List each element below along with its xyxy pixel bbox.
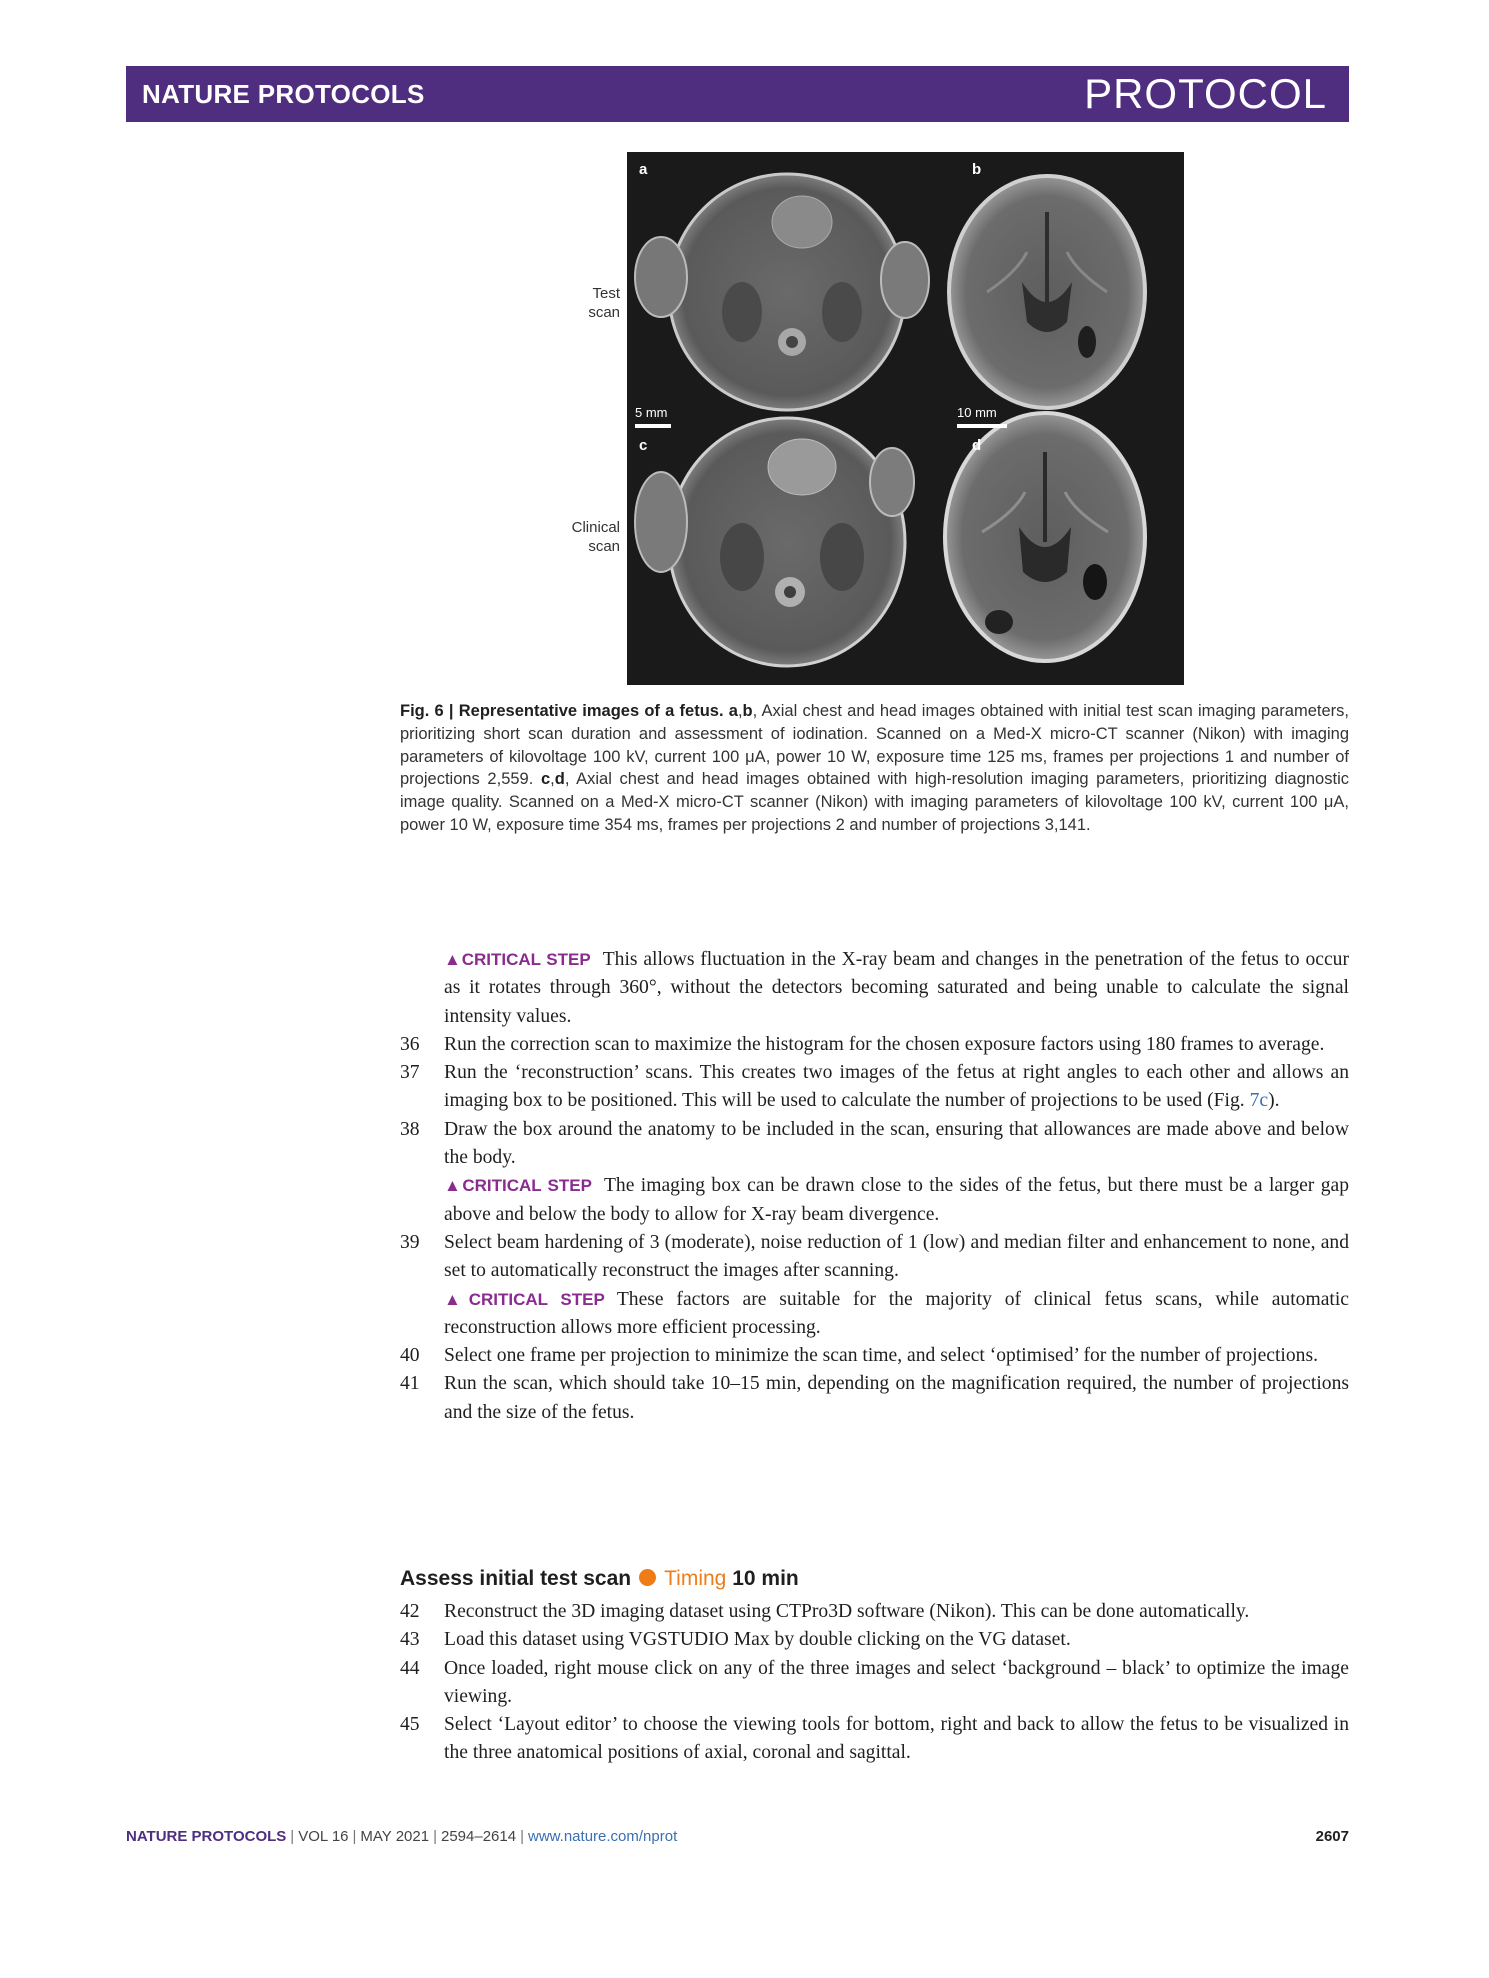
caption-panel-d: d — [554, 770, 565, 789]
footer-citation: NATURE PROTOCOLS | VOL 16 | MAY 2021 | 2594–2614 | www.nature.com/nprot — [126, 1828, 678, 1845]
panel-b-head — [949, 176, 1145, 408]
caption-text-cd: , Axial chest and head images obtained with high-resolution imaging parameters, prioritizing diagnostic image quality. Scanned on a Med-X micro-CT scanner (Nikon) with imaging parameters of kilovoltage 100 kV, current 100 μA, power 10 W, exposure time 354 ms, frames per projections 2 and number of projections 3,141. — [400, 770, 1349, 834]
row-label-clinical — [500, 518, 620, 556]
critical-step-text: The imaging box can be drawn close to the sides of the fetus, but there must be a larger gap above and below the body to allow for X-ray beam divergence. — [444, 1175, 1349, 1225]
caption-figlabel: Fig. 6 | Representative images of a fetus. — [400, 702, 724, 720]
step-42 — [400, 1598, 1349, 1626]
journal-header-bar — [126, 66, 1349, 122]
step-text: Run the scan, which should take 10–15 min, depending on the magnification required, the number of projections and the size of the fetus. — [444, 1373, 1349, 1423]
step-number: 37 — [400, 1062, 420, 1084]
ct-panels-svg — [627, 152, 1184, 685]
step-text: Reconstruct the 3D imaging dataset using CTPro3D software (Nikon). This can be done automatically. — [444, 1601, 1250, 1622]
scalebar-10mm — [957, 424, 1007, 428]
timing-dot-icon — [639, 1569, 656, 1586]
step-40 — [400, 1342, 1349, 1370]
step-text: Select one frame per projection to minimize the scan time, and select ‘optimised’ for the number of projections. — [444, 1345, 1318, 1367]
step-text: Once loaded, right mouse click on any of the three images and select ‘background – black’ to optimize the image viewing. — [444, 1657, 1349, 1707]
page-footer — [126, 1828, 1349, 1845]
footer-date: MAY 2021 — [360, 1828, 430, 1845]
critical-step-label: ▲CRITICAL STEP — [444, 1176, 592, 1196]
footer-url-link[interactable]: www.nature.com/nprot — [528, 1828, 678, 1845]
step-text-end: ). — [1268, 1090, 1280, 1112]
step-text: Load this dataset using VGSTUDIO Max by double clicking on the VG dataset. — [444, 1629, 1071, 1651]
step-number: 43 — [400, 1629, 420, 1651]
caption-panel-b: b — [742, 702, 753, 720]
critical-step-label: ▲CRITICAL STEP — [444, 1289, 605, 1309]
caption-panel-c: c — [540, 770, 551, 789]
step-45 — [400, 1711, 1349, 1768]
section-label: PROTOCOL — [1084, 70, 1327, 117]
step-text: Select ‘Layout editor’ to choose the viewing tools for bottom, right and back to allow the fetus to be visualized in the three anatomical positions of axial, coronal and sagittal. — [444, 1714, 1349, 1764]
step-number: 41 — [400, 1373, 420, 1395]
timing-value: 10 min — [732, 1567, 799, 1590]
page-number: 2607 — [1315, 1828, 1349, 1845]
panel-letter-b: b — [972, 161, 982, 178]
panel-letter-a: a — [639, 161, 648, 178]
step-number: 40 — [400, 1345, 420, 1367]
step-text: Run the ‘reconstruction’ scans. This creates two images of the fetus at right angles to each other and allows an imaging box to be positioned. This will be used to calculate the number of projections to be used (Fig. — [444, 1062, 1349, 1112]
critical-step — [400, 946, 1349, 1031]
scalebar-5mm — [635, 424, 671, 428]
row-label-test-text: Test scan — [588, 285, 620, 321]
step-number: 45 — [400, 1714, 420, 1736]
critical-step — [400, 1286, 1349, 1343]
step-text: Select beam hardening of 3 (moderate), noise reduction of 1 (low) and median filter and enhancement to none, and set to automatically reconstruct the images after scanning. — [444, 1231, 1349, 1282]
footer-journal: NATURE PROTOCOLS — [126, 1828, 287, 1845]
figure-caption: Fig. 6 | Representative images of a fetus. a,b, Axial chest and head images obtained with initial test scan imaging parameters, prioritizing short scan duration and assessment of iodination. Scanned on a Med-X micro-CT scanner (Nikon) with imaging parameters of kilovoltage 100 kV, current 100 μA, power 10 W, exposure time 125 ms, frames per projections 1 and number of projections 2,559. c,d, Axial chest and head images obtained with high-resolution imaging parameters, prioritizing diagnostic image quality. Scanned on a Med-X micro-CT scanner (Nikon) with imaging parameters of kilovoltage 100 kV, current 100 μA, power 10 W, exposure time 354 ms, frames per projections 2 and number of projections 3,141. — [400, 702, 1349, 834]
critical-step-text: These factors are suitable for the majority of clinical fetus scans, while automatic reconstruction allows more efficient processing. — [444, 1288, 1349, 1338]
step-number: 36 — [400, 1033, 420, 1055]
critical-step — [400, 1172, 1349, 1229]
scalebar-label-5mm: 5 mm — [635, 405, 668, 420]
step-43 — [400, 1626, 1349, 1654]
step-39 — [400, 1229, 1349, 1286]
section-heading-title: Assess initial test scan — [400, 1567, 632, 1590]
step-41 — [400, 1370, 1349, 1427]
step-36 — [400, 1031, 1349, 1059]
step-44 — [400, 1655, 1349, 1712]
step-number: 44 — [400, 1657, 420, 1679]
step-number: 39 — [400, 1231, 420, 1253]
footer-pages: 2594–2614 — [441, 1828, 517, 1845]
scalebar-label-10mm: 10 mm — [957, 405, 997, 420]
procedure-steps-bottom — [400, 1598, 1349, 1768]
footer-volume: VOL 16 — [298, 1828, 349, 1845]
step-number: 42 — [400, 1601, 420, 1622]
step-text: Run the correction scan to maximize the histogram for the chosen exposure factors using 180 frames to average. — [444, 1033, 1325, 1055]
critical-step-label: ▲CRITICAL STEP — [444, 950, 591, 969]
panel-letter-d: d — [972, 437, 982, 454]
step-text: Draw the box around the anatomy to be included in the scan, ensuring that allowances are made above and below the body. — [444, 1118, 1349, 1169]
step-number: 38 — [400, 1118, 420, 1140]
figure-link-7c[interactable]: 7c — [1249, 1090, 1269, 1112]
step-38 — [400, 1116, 1349, 1173]
step-37 — [400, 1059, 1349, 1116]
section-heading — [400, 1567, 799, 1591]
panel-letter-c: c — [639, 437, 648, 454]
figure-6-image — [627, 152, 1184, 685]
caption-text-ab: , Axial chest and head images obtained with initial test scan imaging parameters, prioritizing short scan duration and assessment of iodination. Scanned on a Med-X micro-CT scanner (Nikon) with imaging parameters of kilovoltage 100 kV, current 100 μA, power 10 W, exposure time 125 ms, frames per projections 1 and number of projections 2,559. — [400, 702, 1349, 789]
row-label-clinical-text: Clinical scan — [571, 519, 620, 555]
procedure-steps-top — [400, 946, 1349, 1427]
critical-step-text: This allows fluctuation in the X-ray beam and changes in the penetration of the fetus to occur as it rotates through 360°, without the detectors becoming saturated and being unable to calculate the signal intensity values. — [444, 949, 1350, 1027]
caption-panel-a: a — [728, 702, 738, 720]
row-label-test — [500, 284, 620, 322]
journal-name: NATURE PROTOCOLS — [142, 78, 425, 109]
timing-label: Timing — [664, 1567, 727, 1590]
